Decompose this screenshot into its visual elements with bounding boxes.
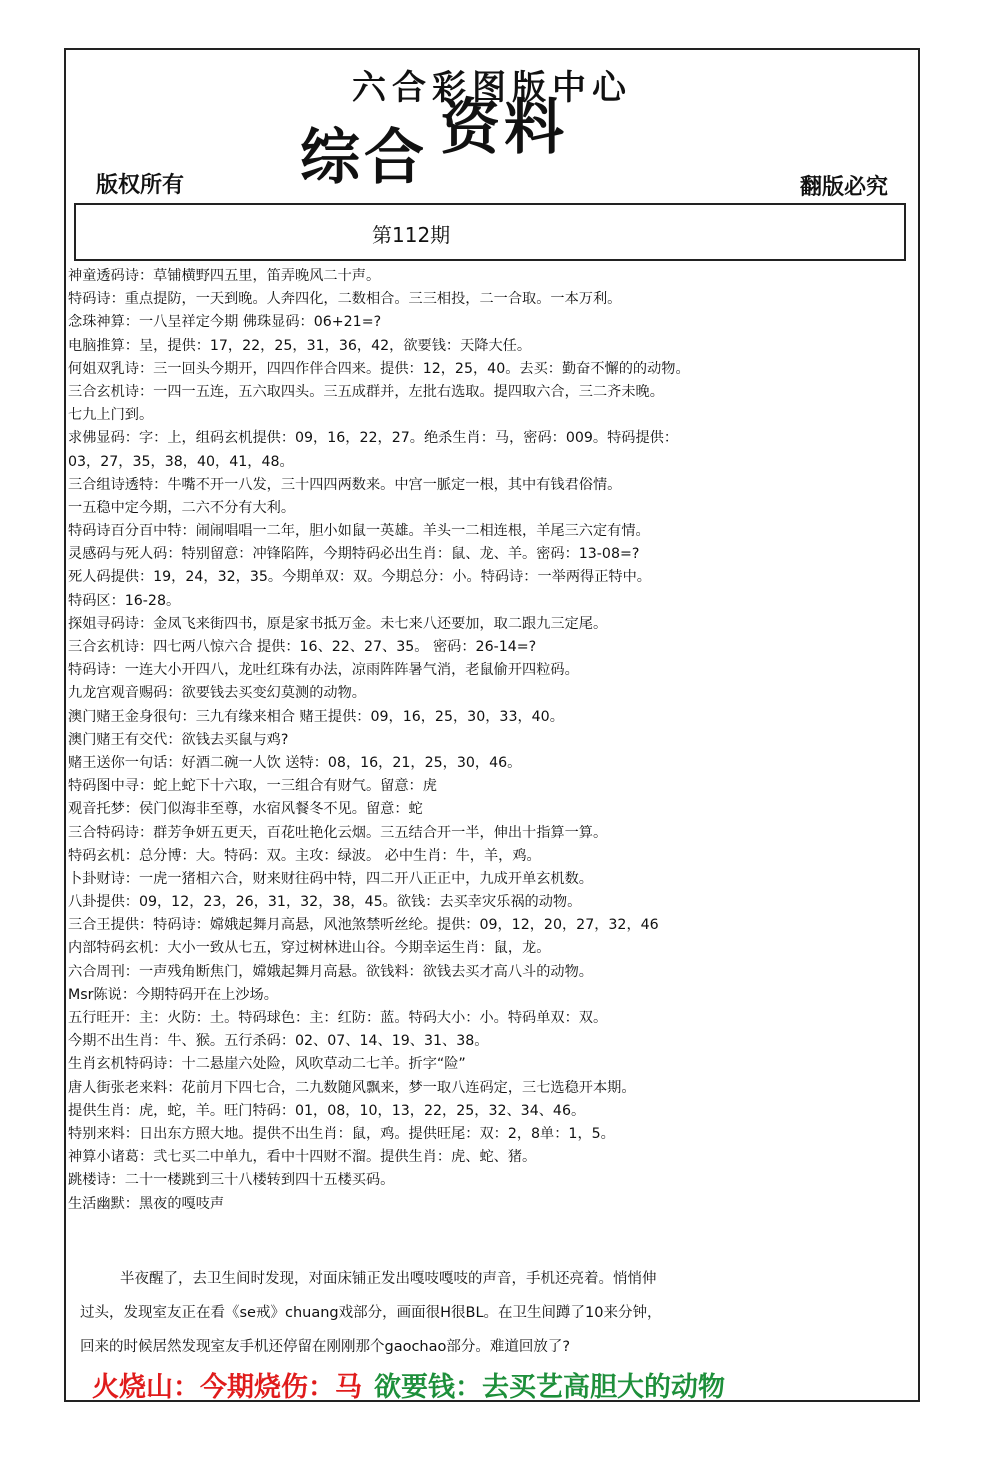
top-title: 六合彩图版中心 [352,68,632,108]
content-line: 八卦提供：09，12，23，26，31，32，38，45。欲钱：去买幸灾乐祸的动物。 [68,894,582,911]
story-line: 回来的时候居然发现室友手机还停留在刚刚那个gaochao部分。难道回放了? [80,1339,571,1355]
content-line: 何姐双乳诗：三一回头今期开，四四作伴合四来。提供：12，25，40。去买：勤奋不懈的的动物。 [68,360,690,377]
content-line: 九龙宫观音赐码：欲要钱去买变幻莫测的动物。 [68,685,366,702]
content-line: 生活幽默：黑夜的嘎吱声 [68,1195,225,1212]
footer-green-text: 欲要钱：去买艺高胆大的动物 [374,1372,725,1403]
piracy-warning-label: 翻版必究 [799,175,888,200]
content-line: 三合王提供：特码诗：嫦娥起舞月高悬，风池煞禁听丝纶。提供：09，12，20，27，32，46 [68,917,659,934]
content-line: 三合玄机诗：一四一五连，五六取四头。三五成群并，左批右选取。提四取六合，三二齐未晚。 [68,383,664,400]
content-line: Msr陈说：今期特码开在上沙场。 [68,986,278,1003]
content-line: 特码诗百分百中特：闹闹唱唱一二年，胆小如鼠一英雄。羊头一二相连根，羊尾三六定有情。 [68,523,650,540]
content-line: 卜卦财诗：一虎一猪相六合，财来财往码中特，四二开八正正中，九成开单玄机数。 [68,870,593,887]
main-title [300,93,568,196]
content-line: 死人码提供：19，24，32，35。今期单双：双。今期总分：小。特码诗：一举两得正特中。 [68,569,651,586]
content-line: 电脑推算：呈，提供：17，22，25，31，36，42，欲要钱：天降大任。 [68,337,532,354]
footer-banner [92,1365,725,1404]
story-line: 过头，发现室友正在看《se戒》chuang戏部分，画面很H很BL。在卫生间蹲了10来分钟， [80,1305,662,1321]
content-line: 唐人街张老来料：花前月下四七合，二九数随风飘来，梦一取八连码定，三七选稳开本期。 [68,1079,636,1096]
content-line: 赌王送你一句话：好酒二碗一人饮 送特：08，16，21，25，30，46。 [68,754,522,771]
content-line: 三合玄机诗：四七两八惊六合 提供：16、22、27、35。 密码：26-14=? [68,639,537,655]
content-line: 生肖玄机特码诗：十二悬崖六处险，风吹草动二七羊。折字“险” [68,1056,466,1073]
content-line: 求佛显码：字：上，组码玄机提供：09，16，22，27。绝杀生肖：马，密码：009。特码提供： [68,430,679,447]
content-line: 特别来料：日出东方照大地。提供不出生肖：鼠，鸡。提供旺尾：双：2，8单：1，5。 [68,1125,615,1142]
main-title-part2: 资料 [440,93,568,163]
footer-red-text: 火烧山：今期烧伤：马 [92,1372,362,1403]
content-lines [68,265,916,1216]
content-line: 特码图中寻：蛇上蛇下十六取，一三组合有财气。留意：虎 [68,778,437,795]
content-line: 特码诗：一连大小开四八，龙吐红珠有办法，凉雨阵阵暑气消，老鼠偷开四粒码。 [68,662,579,679]
content-line: 神算小诸葛：弐七买二中单九，看中十四财不溜。提供生肖：虎、蛇、猪。 [68,1149,537,1166]
content-line: 六合周刊：一声残角断焦门，嫦娥起舞月高悬。欲钱料：欲钱去买才高八斗的动物。 [68,963,593,980]
content-line: 澳门赌王有交代：欲钱去买鼠与鸡? [68,731,289,748]
main-title-part1: 综合 [300,123,428,193]
issue-box [74,203,906,261]
content-line: 特码区：16-28。 [68,592,181,609]
content-line: 内部特码玄机：大小一致从七五，穿过树林进山谷。今期幸运生肖：鼠，龙。 [68,940,551,957]
content-line: 三合组诗透特：牛嘴不开一八发，三十四四两数来。中宫一脈定一根，其中有钱君俗情。 [68,476,622,493]
content-line: 七九上门到。 [68,407,154,424]
content-line: 灵感码与死人码：特别留意：冲锋陷阵，今期特码必出生肖：鼠、龙、羊。密码：13-08=? [68,546,640,563]
content-line: 探姐寻码诗：金凤飞来街四书，原是家书抵万金。未七来八还要加，取二跟九三定尾。 [68,615,608,632]
content-line: 一五稳中定今期，二六不分有大利。 [68,499,296,516]
content-line: 今期不出生肖：牛、猴。五行杀码：02、07、14、19、31、38。 [68,1033,489,1050]
copyright-label: 版权所有 [96,173,185,198]
content-line: 澳门赌王金身很句：三九有缘来相合 赌王提供：09，16，25，30，33，40。 [68,708,564,725]
content-line: 念珠神算：一八呈祥定今期 佛珠显码：06+21=? [68,314,382,331]
content-line: 特码玄机：总分博：大。特码：双。主攻：绿波。 必中生肖：牛，羊，鸡。 [68,847,541,864]
content-line: 观音托梦：侯门似海非至尊，水宿风餐冬不见。留意：蛇 [68,801,423,818]
content-line: 神童透码诗：草铺横野四五里，笛弄晚风二十声。 [68,268,381,284]
content-line: 03，27，35，38，40，41，48。 [68,453,294,470]
content-line: 提供生肖：虎，蛇，羊。旺门特码：01，08，10，13，22，25，32、34、46。 [68,1102,586,1119]
humor-story [80,1262,900,1364]
story-line: 半夜醒了，去卫生间时发现，对面床铺正发出嘎吱嘎吱的声音，手机还亮着。悄悄伸 [120,1271,657,1287]
content-line: 跳楼诗：二十一楼跳到三十八楼转到四十五楼买码。 [68,1172,395,1189]
content-line: 五行旺开：主：火防：土。特码球色：主：红防：蓝。特码大小：小。特码单双：双。 [68,1010,608,1026]
content-line: 三合特码诗：群芳争妍五更天，百花吐艳化云烟。三五结合开一半，伸出十指算一算。 [68,824,608,841]
issue-number: 第112期 [372,223,451,247]
content-line: 特码诗：重点提防，一天到晚。人奔四化，二数相合。三三相投，二一合取。一本万利。 [68,291,622,308]
